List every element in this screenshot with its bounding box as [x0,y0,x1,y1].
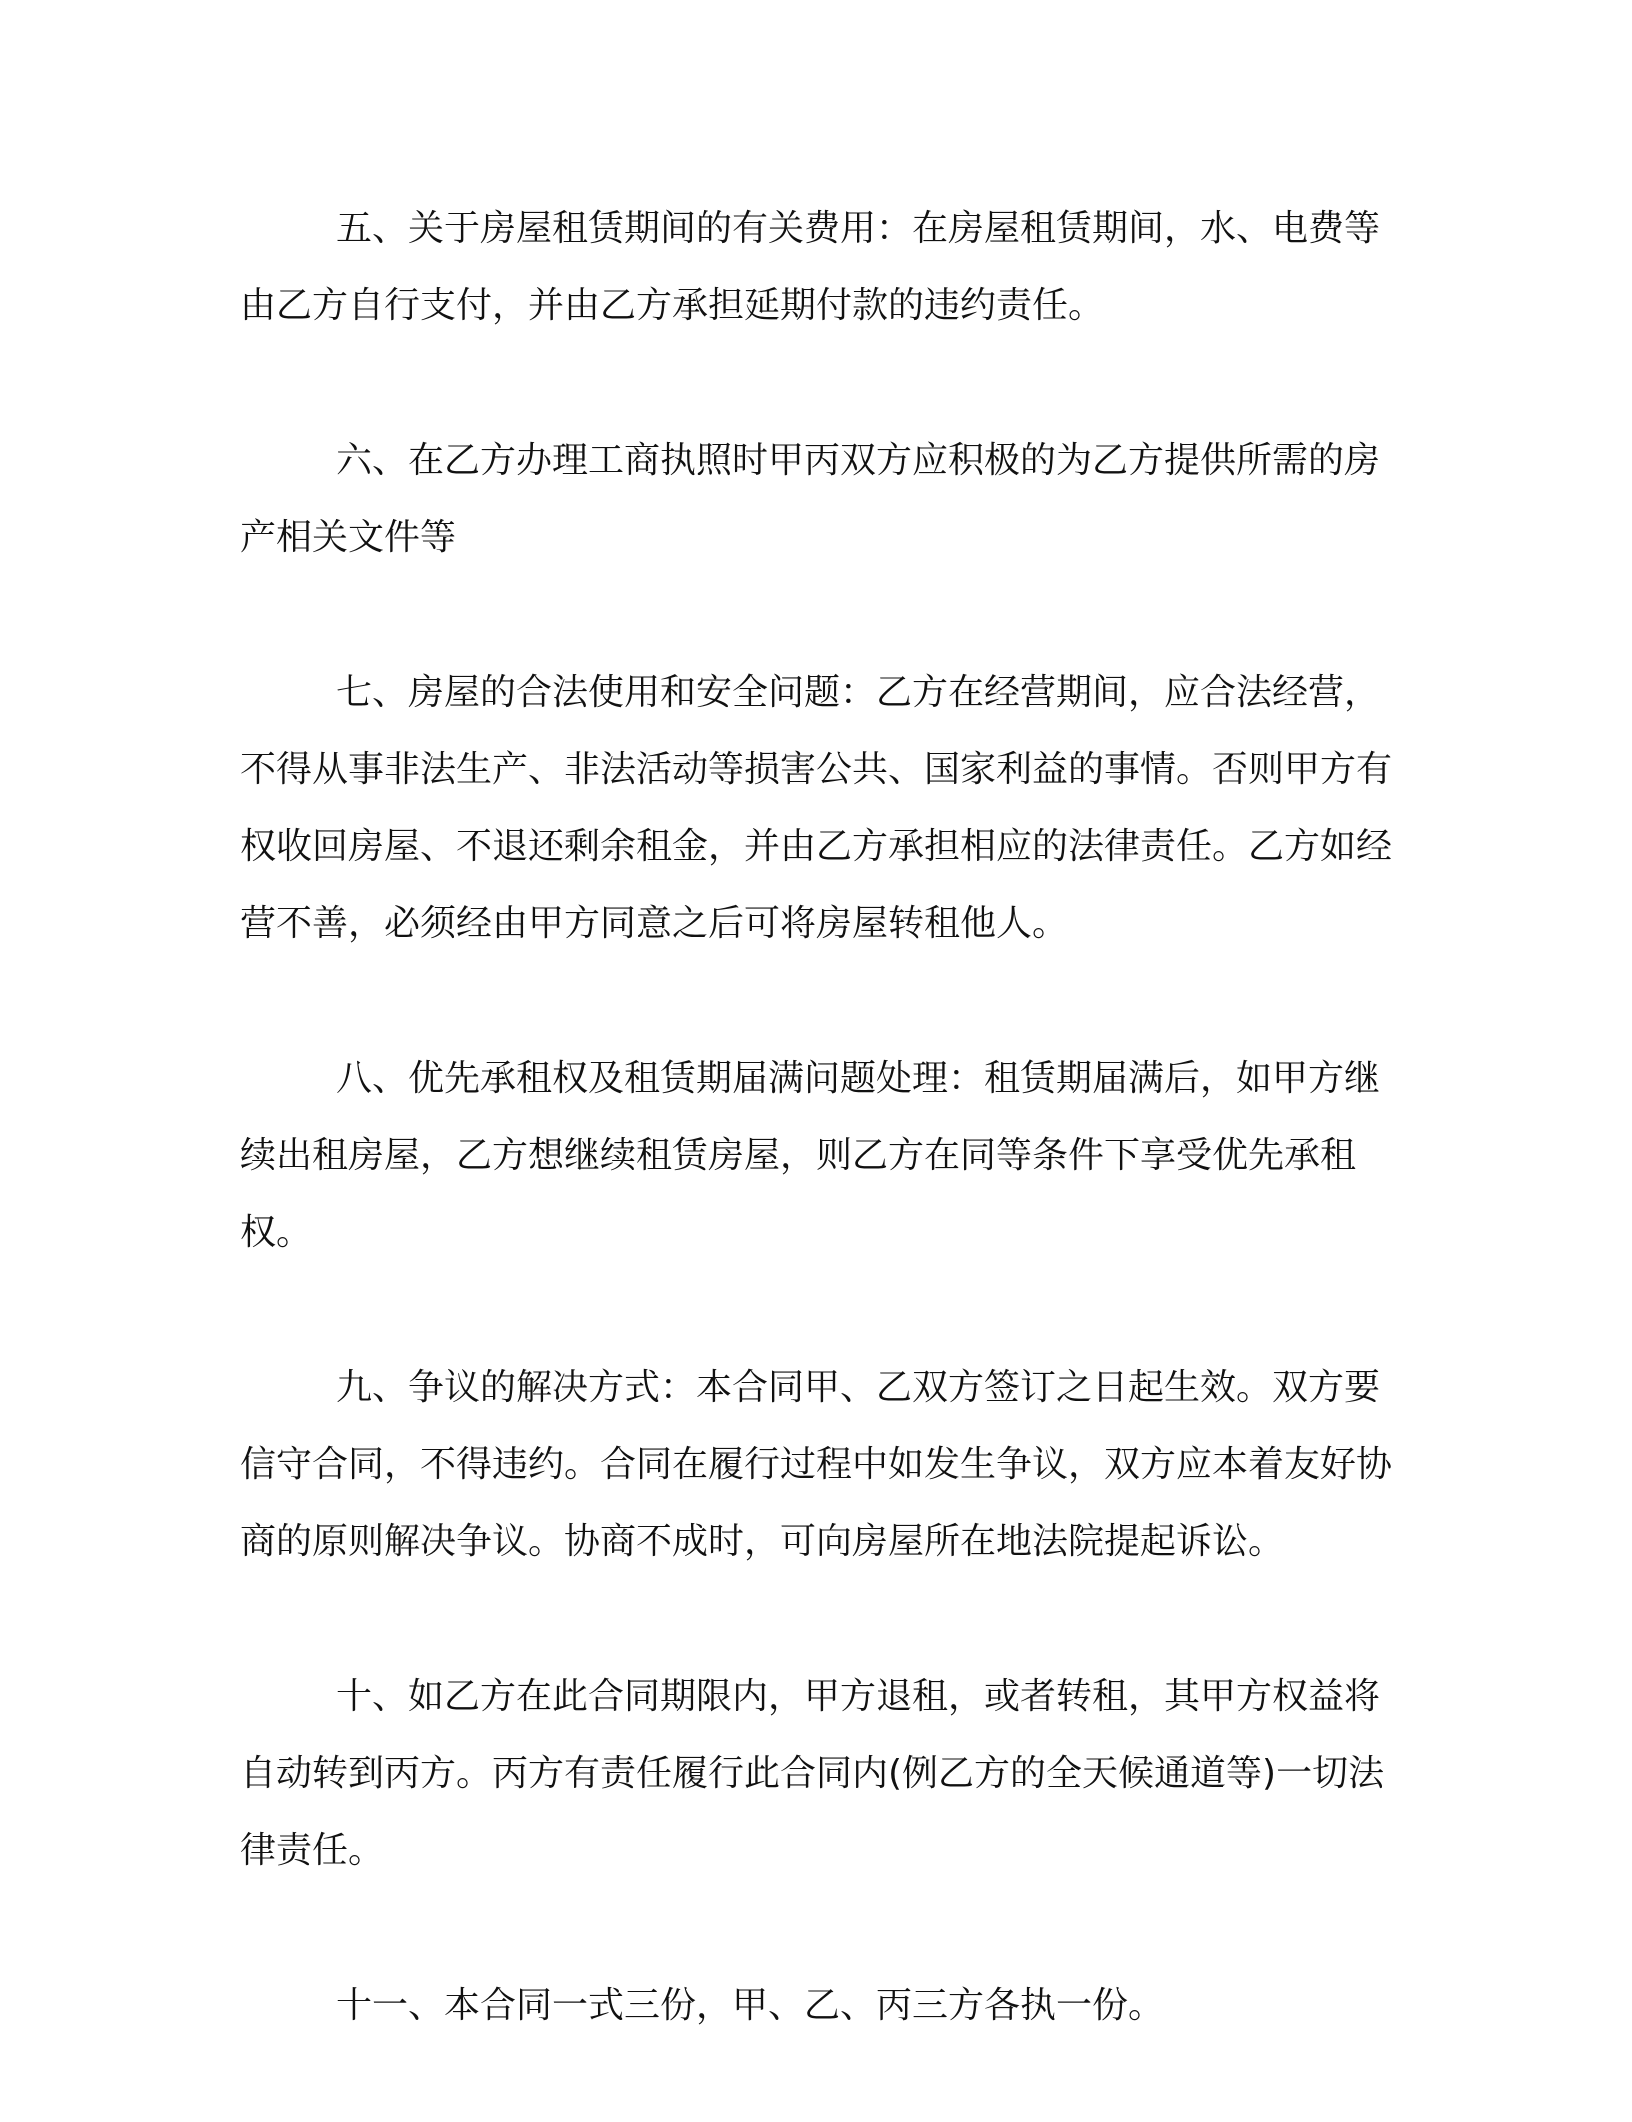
clause-8: 八、优先承租权及租赁期届满问题处理：租赁期届满后，如甲方继续出租房屋，乙方想继续租赁房屋，则乙方在同等条件下享受优先承租权。 [240,1058,1381,1253]
contract-body [240,190,1400,2122]
clause-11: 十一、本合同一式三份，甲、乙、丙三方各执一份。 [336,1985,1165,2026]
clause-5: 五、关于房屋租赁期间的有关费用：在房屋租赁期间，水、电费等由乙方自行支付，并由乙方承担延期付款的违约责任。 [240,208,1381,326]
clause-7: 七、房屋的合法使用和安全问题：乙方在经营期间，应合法经营，不得从事非法生产、非法活动等损害公共、国家利益的事情。否则甲方有权收回房屋、不退还剩余租金，并由乙方承担相应的法律责任。乙方如经营不善，必须经由甲方同意之后可将房屋转租他人。 [240,672,1393,944]
clause-10: 十、如乙方在此合同期限内，甲方退租，或者转租，其甲方权益将自动转到丙方。丙方有责任履行此合同内(例乙方的全天候通道等)一切法律责任。 [240,1676,1385,1871]
clause-9: 九、争议的解决方式：本合同甲、乙双方签订之日起生效。双方要信守合同，不得违约。合同在履行过程中如发生争议，双方应本着友好协商的原则解决争议。协商不成时，可向房屋所在地法院提起诉讼。 [240,1367,1393,1562]
clause-6: 六、在乙方办理工商执照时甲丙双方应积极的为乙方提供所需的房产相关文件等 [240,440,1381,558]
